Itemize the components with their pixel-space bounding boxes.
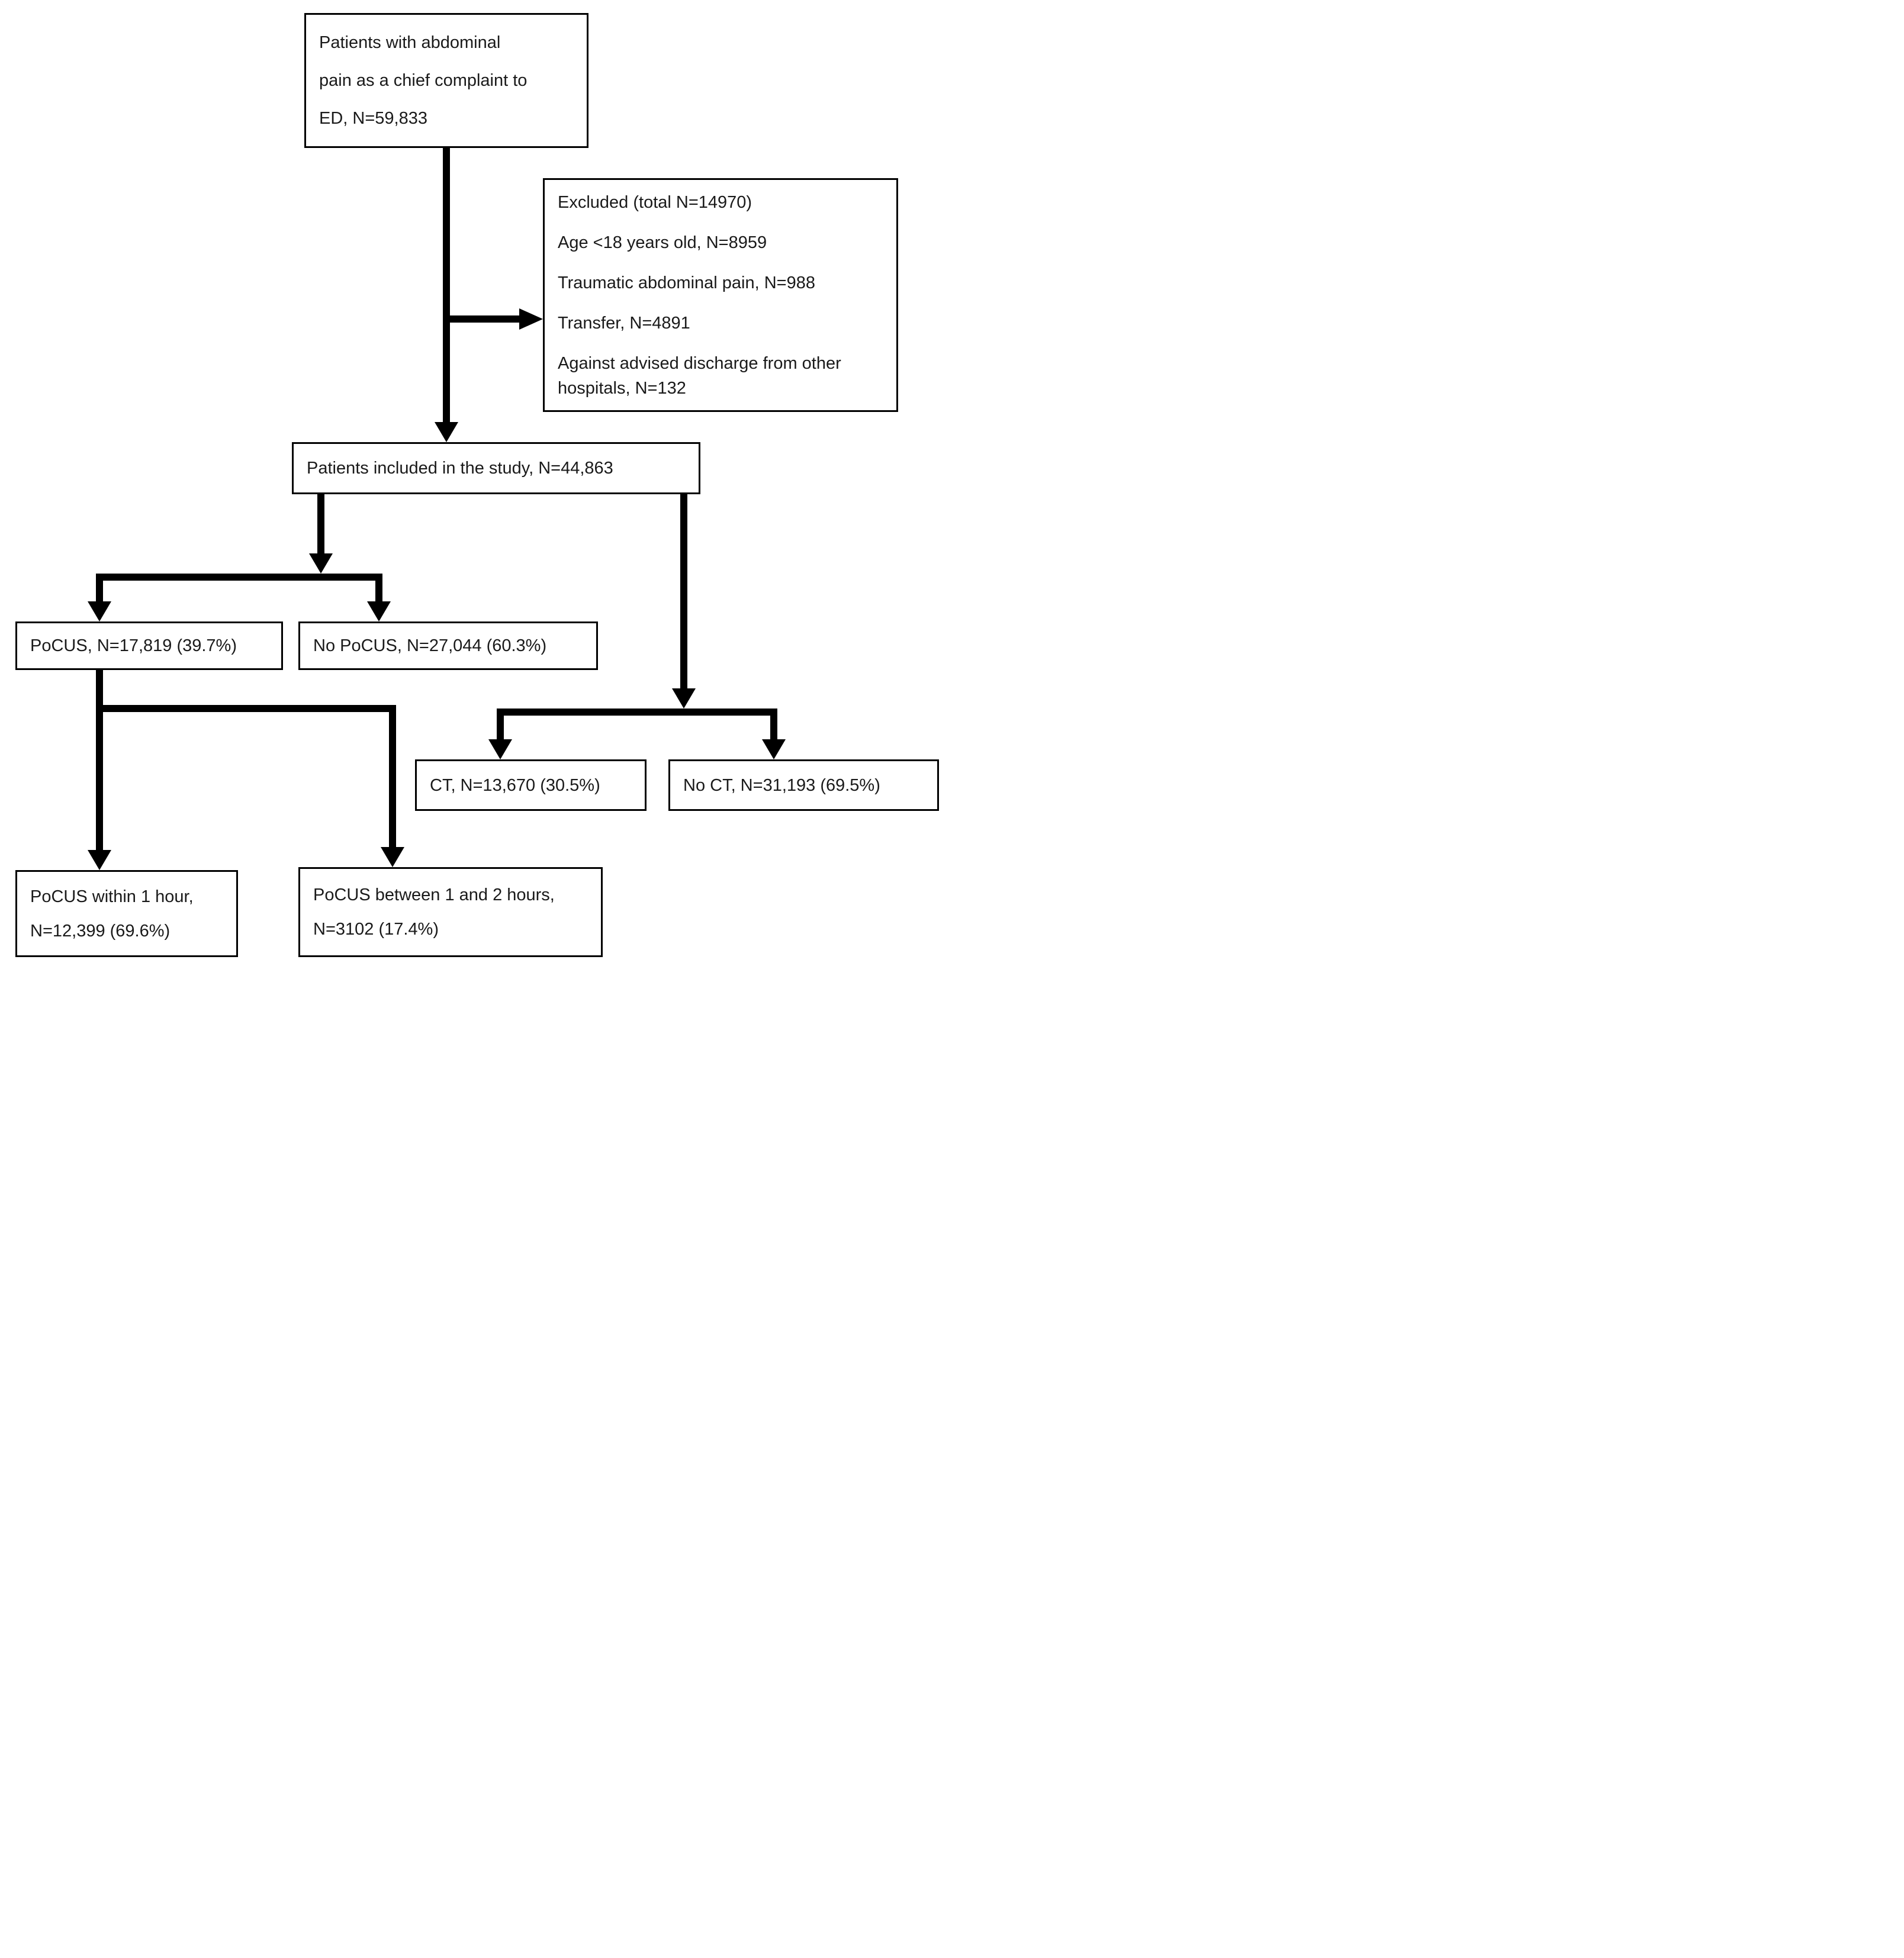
arrowhead-down-pocus-split-icon [309, 553, 333, 574]
connector-to-excluded [443, 315, 520, 323]
node-included [292, 442, 700, 494]
node-ed-patients-line1: Patients with abdominal [319, 33, 501, 52]
arrowhead-down-no-pocus-icon [367, 601, 391, 621]
node-pocus-within-1h [15, 870, 238, 957]
node-pocus-within-1h-line2: N=12,399 (69.6%) [30, 921, 171, 941]
node-ct-label: CT, N=13,670 (30.5%) [430, 775, 600, 795]
node-no-ct-label: No CT, N=31,193 (69.5%) [683, 775, 880, 795]
connector-ct-split-bar [497, 709, 777, 716]
arrowhead-down-ct-icon [488, 739, 512, 759]
connector-pocus-to-within-1h [96, 670, 103, 850]
connector-pocus-timing-bar [96, 705, 396, 712]
node-ct [415, 759, 647, 811]
excluded-item-trauma: Traumatic abdominal pain, N=988 [558, 273, 815, 292]
excluded-item-age: Age <18 years old, N=8959 [558, 233, 767, 252]
connector-to-no-ct [770, 716, 777, 740]
connector-to-pocus [96, 581, 103, 602]
node-pocus-1-2h-line1: PoCUS between 1 and 2 hours, [313, 885, 555, 904]
node-pocus-label: PoCUS, N=17,819 (39.7%) [30, 636, 237, 655]
connector-to-no-pocus [375, 581, 382, 602]
arrowhead-down-within-1h-icon [88, 850, 111, 870]
node-no-pocus [298, 621, 598, 670]
node-pocus-1-2h-line2: N=3102 (17.4%) [313, 920, 439, 939]
excluded-item-transfer: Transfer, N=4891 [558, 313, 690, 333]
excluded-item-total: Excluded (total N=14970) [558, 192, 752, 212]
arrowhead-down-no-ct-icon [762, 739, 786, 759]
node-pocus-within-1h-line1: PoCUS within 1 hour, [30, 887, 194, 906]
node-excluded [543, 178, 898, 412]
arrowhead-down-pocus-icon [88, 601, 111, 621]
connector-top-to-included [443, 148, 450, 422]
node-ed-patients [304, 13, 588, 148]
connector-to-1-2h [389, 712, 396, 847]
node-pocus [15, 621, 283, 670]
connector-included-to-pocus-split [317, 494, 324, 553]
connector-pocus-split-bar [96, 574, 382, 581]
node-no-pocus-label: No PoCUS, N=27,044 (60.3%) [313, 636, 547, 655]
excluded-item-against-advice: Against advised discharge from other hospitals, N=132 [558, 353, 841, 398]
node-no-ct [668, 759, 939, 811]
node-ed-patients-line3: ED, N=59,833 [319, 109, 427, 128]
patient-flow-diagram [0, 0, 952, 979]
node-ed-patients-line2: pain as a chief complaint to [319, 71, 528, 90]
arrowhead-right-excluded-icon [519, 308, 543, 330]
arrowhead-down-included-icon [435, 422, 458, 442]
connector-included-to-ct-split [680, 494, 687, 688]
node-included-label: Patients included in the study, N=44,863 [307, 459, 613, 478]
node-pocus-1-2h [298, 867, 603, 957]
arrowhead-down-ct-split-icon [672, 688, 696, 709]
connector-to-ct [497, 716, 504, 740]
arrowhead-down-1-2h-icon [381, 847, 404, 867]
